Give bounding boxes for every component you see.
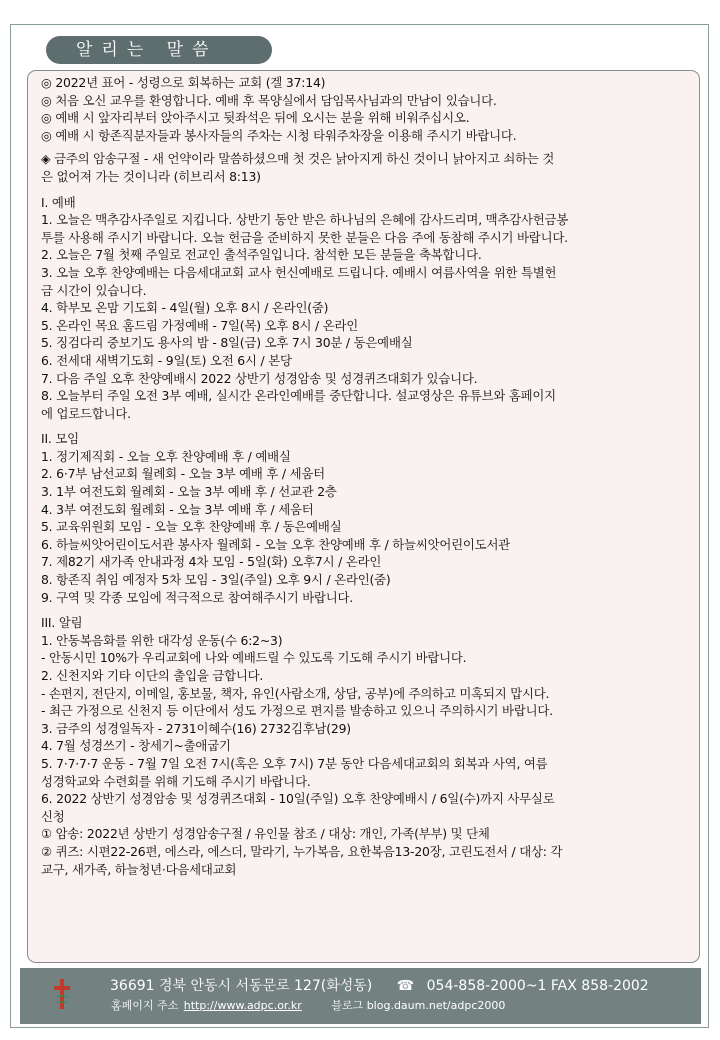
worship-line: 8. 오늘부터 주일 오전 3부 예배, 실시간 온라인예배를 중단합니다. 설교영상은 유튜브와 홈페이지 bbox=[41, 388, 556, 404]
footer-bar bbox=[20, 968, 701, 1024]
worship-line: 3. 오늘 오후 찬양예배는 다음세대교회 교사 헌신예배로 드립니다. 예배시 여름사역을 위한 특별헌 bbox=[41, 264, 557, 280]
section-heading-worship: I. 예배 bbox=[41, 194, 76, 210]
notice-box bbox=[27, 70, 700, 963]
memory-verse-line: ◈ 금주의 암송구절 - 새 언약이라 말씀하셨으매 첫 것은 낡아지게 하신 것이니 낡아지고 쇠하는 것 bbox=[41, 151, 555, 167]
worship-line: 6. 전세대 새벽기도회 - 9일(토) 오전 6시 / 본당 bbox=[41, 352, 292, 368]
announcement-line: 5. 7·7·7·7 운동 - 7월 7일 오전 7시(혹은 오후 7시) 7분 동안 다음세대교회의 회복과 사역, 여름 bbox=[41, 755, 548, 771]
homepage-link[interactable]: http://www.adpc.or.kr bbox=[183, 999, 302, 1012]
meeting-line: 7. 제82기 새가족 안내과정 4차 모임 - 5일(화) 오후7시 / 온라인 bbox=[41, 554, 382, 570]
announcement-line: ① 암송: 2022년 상반기 성경암송구절 / 유인물 참조 / 대상: 개인, 가족(부부) 및 단체 bbox=[41, 826, 490, 842]
announcement-line: 6. 2022 상반기 성경암송 및 성경퀴즈대회 - 10일(주일) 오후 찬양예배시 / 6일(수)까지 사무실로 bbox=[41, 791, 555, 807]
church-cross-logo-icon bbox=[52, 978, 72, 1012]
worship-line: 금 시간이 있습니다. bbox=[41, 282, 147, 298]
homepage-label: 홈페이지 주소 bbox=[111, 999, 179, 1012]
announcement-line: 4. 7월 성경쓰기 - 창세기~출애굽기 bbox=[41, 738, 231, 754]
worship-line: 5. 징검다리 중보기도 용사의 밤 - 8일(금) 오후 7시 30분 / 동은예배실 bbox=[41, 335, 413, 351]
worship-line: 7. 다음 주일 오후 찬양예배시 2022 상반기 성경암송 및 성경퀴즈대회가 있습니다. bbox=[41, 370, 478, 386]
section-heading-announcements: III. 알림 bbox=[41, 615, 83, 631]
announcement-line: 교구, 새가족, 하늘청년·다음세대교회 bbox=[41, 861, 237, 877]
announcement-line: - 손편지, 전단지, 이메일, 홍보물, 책자, 유인(사람소개, 상담, 공부)에 주의하고 미혹되지 맙시다. bbox=[41, 685, 550, 701]
footer-contact-line bbox=[110, 975, 649, 995]
announcement-line: 성경학교와 수련회를 위해 기도해 주시기 바랍니다. bbox=[41, 773, 311, 789]
footer-address: 36691 경북 안동시 서동문로 127(화성동) bbox=[110, 978, 373, 994]
announcement-line: - 안동시민 10%가 우리교회에 나와 예배드릴 수 있도록 기도해 주시기 바랍니다. bbox=[41, 650, 467, 666]
announcement-line: 2. 신천지와 기타 이단의 출입을 금합니다. bbox=[41, 668, 264, 683]
worship-line: 투를 사용해 주시기 바랍니다. 오늘 헌금을 준비하지 못한 분들은 다음 주에 동참해 주시기 바랍니다. bbox=[41, 229, 568, 245]
meeting-line: 1. 정기제직회 - 오늘 오후 찬양예배 후 / 예배실 bbox=[41, 448, 291, 464]
worship-line: 에 업로드합니다. bbox=[41, 405, 131, 421]
footer-phone: 054-858-2000~1 FAX 858-2002 bbox=[426, 978, 649, 994]
header-line: ◎ 예배 시 항존직분자들과 봉사자들의 주차는 시청 타워주차장을 이용해 주시기 바랍니다. bbox=[41, 127, 517, 143]
worship-line: 5. 온라인 목요 홈드림 가정예배 - 7일(목) 오후 8시 / 온라인 bbox=[41, 317, 359, 333]
announcement-line: - 최근 가정으로 신천지 등 이단에서 성도 가정으로 편지를 발송하고 있으니 주의하시기 바랍니다. bbox=[41, 703, 553, 719]
worship-line: 1. 오늘은 맥추감사주일로 지킵니다. 상반기 동안 받은 하나님의 은혜에 감사드리며, 맥추감사헌금봉 bbox=[41, 212, 569, 228]
blog-address: 블로그 blog.daum.net/adpc2000 bbox=[331, 999, 506, 1012]
memory-verse-line: 은 없어져 가는 것이니라 (히브리서 8:13) bbox=[41, 168, 261, 184]
meeting-line: 8. 항존직 취임 예정자 5차 모임 - 3일(주일) 오후 9시 / 온라인(줌) bbox=[41, 572, 391, 588]
announcement-line: 1. 안동복음화를 위한 대각성 운동(수 6:2~3) bbox=[41, 632, 283, 648]
meeting-line: 2. 6·7부 남선교회 월례회 - 오늘 3부 예배 후 / 세움터 bbox=[41, 466, 325, 482]
telephone-icon: ☎ bbox=[396, 978, 415, 994]
announcement-line: ② 퀴즈: 시편22-26편, 에스라, 에스더, 말라기, 누가복음, 요한복음13-20장, 고린도전서 / 대상: 각 bbox=[41, 843, 563, 859]
header-line: ◎ 예배 시 앞자리부터 앉아주시고 뒷좌석은 뒤에 오시는 분을 위해 비워주십시오. bbox=[41, 110, 470, 126]
meeting-line: 9. 구역 및 각종 모임에 적극적으로 참여해주시기 바랍니다. bbox=[41, 589, 354, 605]
meeting-line: 3. 1부 여전도회 월례회 - 오늘 3부 예배 후 / 선교관 2층 bbox=[41, 484, 337, 500]
section-heading-meetings: II. 모임 bbox=[41, 431, 79, 447]
header-line: ◎ 2022년 표어 - 성령으로 회복하는 교회 (겔 37:14) bbox=[41, 75, 326, 90]
meeting-line: 6. 하늘씨앗어린이도서관 봉사자 월례회 - 오늘 오후 찬양예배 후 / 하늘씨앗어린이도서관 bbox=[41, 536, 510, 552]
page-title: 알리는 말씀 bbox=[46, 36, 272, 64]
worship-line: 2. 오늘은 7월 첫째 주일로 전교인 출석주일입니다. 참석한 모든 분들을 축복합니다. bbox=[41, 247, 482, 263]
announcement-line: 3. 금주의 성경일독자 - 2731이혜수(16) 2732김후남(29) bbox=[41, 720, 351, 736]
announcement-line: 신청 bbox=[41, 808, 65, 824]
meeting-line: 5. 교육위원회 모임 - 오늘 오후 찬양예배 후 / 동은예배실 bbox=[41, 519, 342, 535]
header-line: ◎ 처음 오신 교우를 환영합니다. 예배 후 목양실에서 담임목사님과의 만남이 있습니다. bbox=[41, 92, 497, 108]
worship-line: 4. 학부모 온맘 기도회 - 4일(월) 오후 8시 / 온라인(줌) bbox=[41, 300, 329, 316]
meeting-line: 4. 3부 여전도회 월례회 - 오늘 3부 예배 후 / 세움터 bbox=[41, 501, 314, 517]
footer-web-line bbox=[111, 997, 505, 1013]
